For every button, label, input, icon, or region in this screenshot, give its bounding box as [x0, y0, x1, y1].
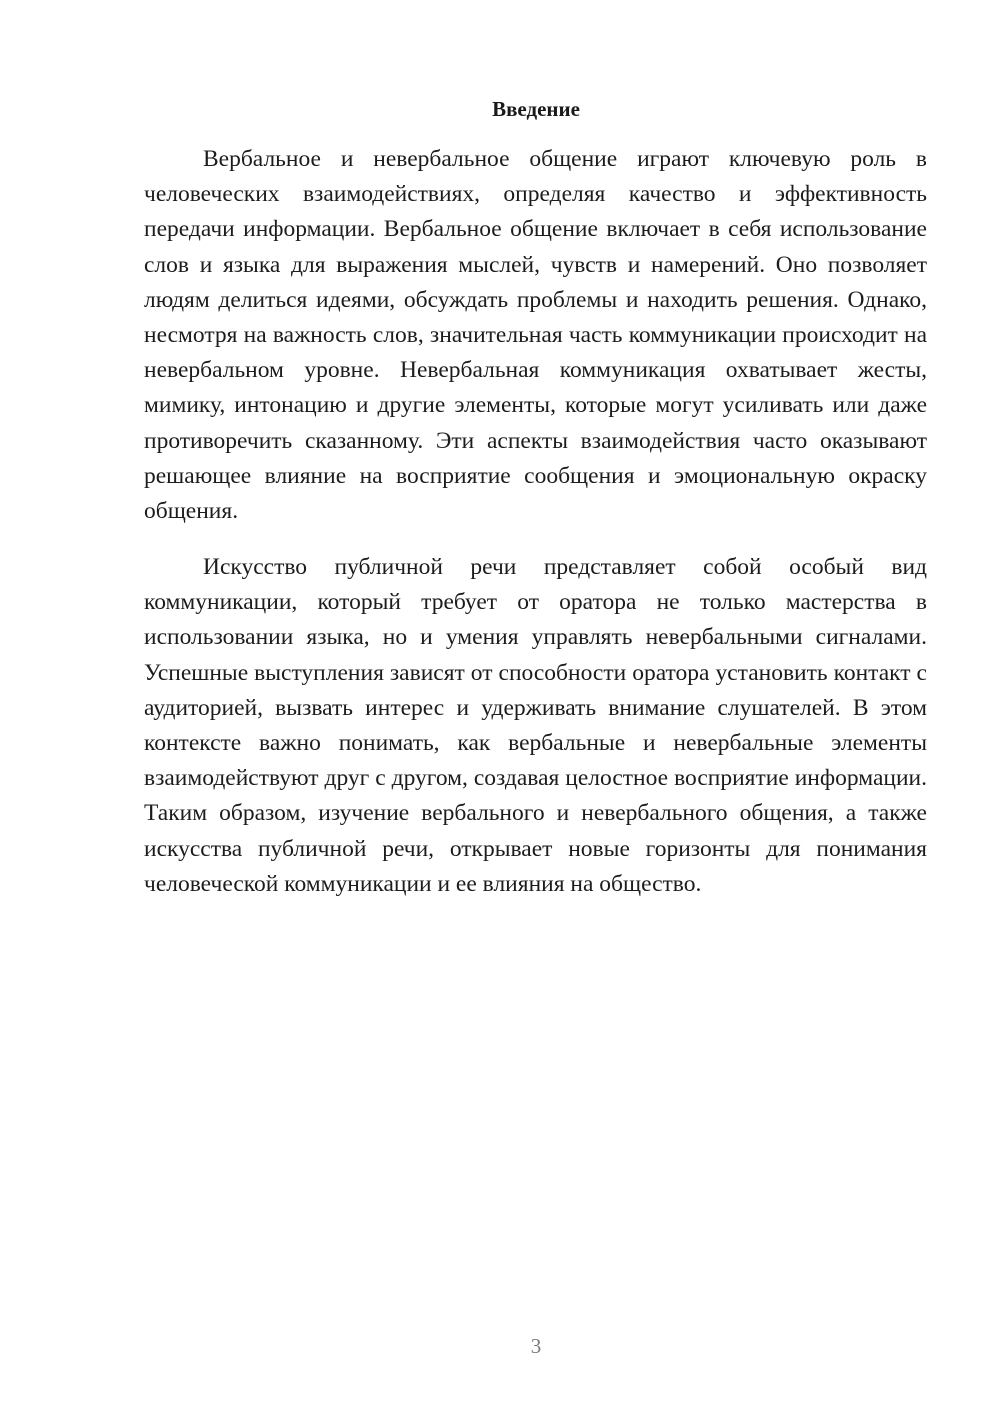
- paragraph-2: Искусство публичной речи представляет собой особый вид коммуникации, который требует от оратора не только мастерства в использовании языка, но и умения управлять невербальными сигналами. Успешные выступления зависят от способности оратора установить контакт с аудиторией, вызвать интерес и удерживать внимание слушателей. В этом контексте важно понимать, как вербальные и невербальные элементы взаимодействуют друг с другом, создавая целостное восприятие информации. Таким образом, изучение вербального и невербального общения, а также искусства публичной речи, открывает новые горизонты для понимания человеческой коммуникации и ее влияния на общество.: [144, 554, 927, 897]
- section-heading: Введение: [492, 97, 580, 121]
- paragraph-1: Вербальное и невербальное общение играют ключевую роль в человеческих взаимодействиях, определяя качество и эффективность передачи информации. Вербальное общение включает в себя использование слов и языка для выражения мыслей, чувств и намерений. Оно позволяет людям делиться идеями, обсуждать проблемы и находить решения. Однако, несмотря на важность слов, значительная часть коммуникации происходит на невербальном уровне. Невербальная коммуникация охватывает жесты, мимику, интонацию и другие элементы, которые могут усиливать или даже противоречить сказанному. Эти аспекты взаимодействия часто оказывают решающее влияние на восприятие сообщения и эмоциональную окраску общения.: [144, 146, 927, 525]
- page-number: 3: [530, 1334, 542, 1358]
